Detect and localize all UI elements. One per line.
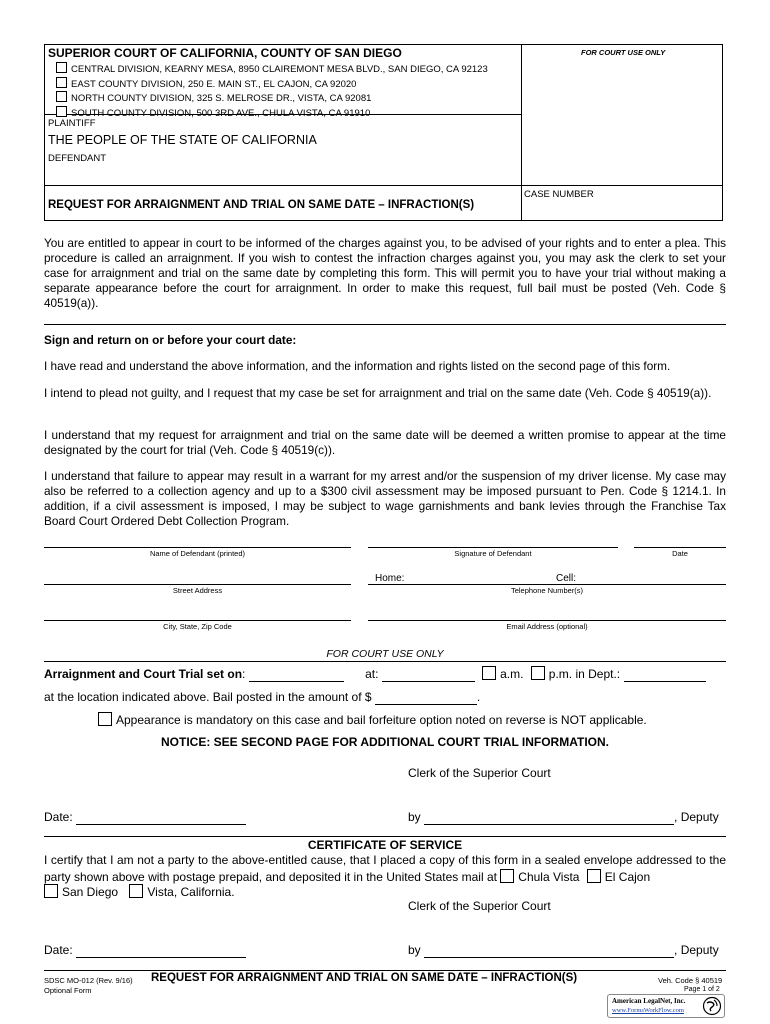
date-label: Date: <box>44 810 73 824</box>
date-label: Date <box>672 549 688 558</box>
dept-field[interactable] <box>624 667 706 682</box>
by-label: by <box>408 810 421 824</box>
caption-divider-vertical <box>521 44 522 221</box>
american-legalnet-logo <box>607 994 725 1018</box>
time-field[interactable] <box>382 667 475 682</box>
certificate-deputy-label: , Deputy <box>674 943 719 957</box>
certificate-options-row <box>44 884 235 899</box>
el-cajon-checkbox[interactable] <box>587 869 601 883</box>
arraignment-label: Arraignment and Court Trial set on <box>44 667 243 681</box>
bail-row: at the location indicated above. Bail posted in the amount of $ . <box>44 690 481 704</box>
statement-2: I intend to plead not guilty, and I request that my case be set for arraignment and trial on the same date (Veh. Code § 40519(a)). <box>44 386 712 400</box>
am-checkbox[interactable] <box>482 666 496 680</box>
email-line[interactable] <box>368 620 726 621</box>
case-number-label: CASE NUMBER <box>524 189 594 200</box>
footer-rule <box>44 970 726 971</box>
san-diego-label: San Diego <box>62 885 119 899</box>
san-diego-checkbox[interactable] <box>44 884 58 898</box>
street-line[interactable] <box>44 584 351 585</box>
division-east[interactable]: EAST COUNTY DIVISION, 250 E. MAIN ST., EL CAJON, CA 92020 <box>56 77 488 92</box>
section-rule <box>44 324 726 325</box>
telephone-line[interactable] <box>368 584 726 585</box>
name-label: Name of Defendant (printed) <box>149 549 246 558</box>
deputy-signature-field[interactable] <box>424 810 674 825</box>
at-label: at: <box>365 667 379 681</box>
city-label: City, State, Zip Code <box>163 622 232 631</box>
court-use-heading: FOR COURT USE ONLY <box>326 648 444 660</box>
bail-text: at the location indicated above. Bail posted in the amount of $ <box>44 690 372 704</box>
signature-label: Signature of Defendant <box>454 549 532 558</box>
division-north[interactable]: NORTH COUNTY DIVISION, 325 S. MELROSE DR., VISTA, CA 92081 <box>56 91 488 106</box>
notice: NOTICE: SEE SECOND PAGE FOR ADDITIONAL COURT TRIAL INFORMATION. <box>160 735 609 749</box>
court-deputy-row <box>408 810 719 825</box>
certificate-deputy-row <box>408 943 719 958</box>
am-label: a.m. <box>500 667 524 681</box>
optional-form: Optional Form <box>44 986 92 995</box>
court-date-row <box>44 810 246 825</box>
certificate-title: CERTIFICATE OF SERVICE <box>307 838 463 852</box>
checkbox[interactable] <box>56 91 67 102</box>
court-date-field[interactable] <box>76 810 246 825</box>
court-use-rule <box>44 661 726 662</box>
vista-label: Vista, California. <box>147 885 235 899</box>
bail-amount-field[interactable] <box>375 690 477 705</box>
statement-1: I have read and understand the above information, and the information and rights listed on the second page of this form. <box>44 359 671 373</box>
statement-3: I understand that my request for arraignment and trial on the same date will be deemed a written promise to appear at the time designated by the court for trial (Veh. Code § 40519(c)). <box>44 428 726 457</box>
certificate-by-label: by <box>408 943 421 957</box>
email-label: Email Address (optional) <box>506 622 588 631</box>
defendant-label: DEFENDANT <box>48 153 107 164</box>
date-line[interactable] <box>634 547 726 548</box>
sign-heading: Sign and return on or before your court date: <box>44 333 297 347</box>
street-label: Street Address <box>172 586 223 595</box>
certificate-rule <box>44 836 726 837</box>
certificate-date-field[interactable] <box>76 943 246 958</box>
certificate-deputy-field[interactable] <box>424 943 674 958</box>
certificate-text: I certify that I am not a party to the above-entitled cause, that I placed a copy of this form in a sealed envelope addressed to the party shown above with postage prepaid, and deposited it in the United States mail at <box>44 853 726 884</box>
vista-checkbox[interactable] <box>129 884 143 898</box>
globe-icon <box>702 996 722 1016</box>
appearance-text: Appearance is mandatory on this case and bail forfeiture option noted on reverse is NOT applicable. <box>116 713 647 727</box>
division-south[interactable]: SOUTH COUNTY DIVISION, 500 3RD AVE., CHULA VISTA, CA 91910 <box>56 106 488 121</box>
form-code: SDSC MO-012 (Rev. 9/16) <box>44 976 133 985</box>
chula-vista-checkbox[interactable] <box>500 869 514 883</box>
signature-line[interactable] <box>368 547 618 548</box>
division-list <box>56 62 488 120</box>
court-title: SUPERIOR COURT OF CALIFORNIA, COUNTY OF SAN DIEGO <box>48 46 402 60</box>
statement-4: I understand that failure to appear may result in a warrant for my arrest and/or the suspension of my driver license. My case may also be referred to a collection agency and up to a $300 civil assessment may be imposed pursuant to Pen. Code § 1214.1. In addition, if a civil assessment is imposed, I may be subject to wage garnishments and bank levies through the Franchise Tax Board Court Ordered Debt Collection Program. <box>44 469 726 528</box>
plaintiff-value: THE PEOPLE OF THE STATE OF CALIFORNIA <box>48 133 317 147</box>
certificate-text-block <box>44 853 726 885</box>
checkbox[interactable] <box>56 106 67 117</box>
pm-label: p.m. in Dept.: <box>548 667 621 681</box>
logo-name: American LegalNet, Inc. <box>612 997 686 1005</box>
pm-checkbox[interactable] <box>531 666 545 680</box>
appearance-checkbox[interactable] <box>98 712 112 726</box>
checkbox[interactable] <box>56 77 67 88</box>
certificate-date-label: Date: <box>44 943 73 957</box>
court-use-only-label: FOR COURT USE ONLY <box>581 48 666 57</box>
arraignment-row: Arraignment and Court Trial set on: at: a.m. p.m. in Dept.: <box>44 666 706 682</box>
page-number: Page 1 of 2 <box>684 986 720 993</box>
home-label: Home: <box>375 573 405 584</box>
chula-vista-label: Chula Vista <box>518 869 580 884</box>
certificate-date-row <box>44 943 246 958</box>
form-title: REQUEST FOR ARRAIGNMENT AND TRIAL ON SAME DATE – INFRACTION(S) <box>48 199 475 211</box>
city-line[interactable] <box>44 620 351 621</box>
cell-label: Cell: <box>556 573 577 584</box>
appearance-row <box>98 712 647 727</box>
clerk-label: Clerk of the Superior Court <box>408 766 551 780</box>
logo-url[interactable]: www.FormsWorkFlow.com <box>612 1007 684 1014</box>
division-central[interactable]: CENTRAL DIVISION, KEARNY MESA, 8950 CLAIREMONT MESA BLVD., SAN DIEGO, CA 92123 <box>56 62 488 77</box>
name-line[interactable] <box>44 547 351 548</box>
el-cajon-label: El Cajon <box>604 869 651 884</box>
arraignment-date-field[interactable] <box>249 667 344 682</box>
intro-paragraph: You are entitled to appear in court to be informed of the charges against you, to be advised of your rights and to enter a plea. This procedure is called an arraignment. If you wish to contest the infraction charges against you, you may ask the clerk to set your case for arraignment and trial on the same date by completing this form. This will permit you to have your trial without making a separate appearance before the court for arraignment. In order to make this request, full bail must be posted (Veh. Code § 40519(a)). <box>44 236 726 310</box>
checkbox[interactable] <box>56 62 67 73</box>
veh-code: Veh. Code § 40519 <box>658 976 723 985</box>
telephone-label: Telephone Number(s) <box>510 586 584 595</box>
plaintiff-label: PLAINTIFF <box>48 118 96 129</box>
caption-divider-title <box>44 185 723 186</box>
certificate-clerk-label: Clerk of the Superior Court <box>408 899 551 913</box>
deputy-label: , Deputy <box>674 810 719 824</box>
footer-title: REQUEST FOR ARRAIGNMENT AND TRIAL ON SAME DATE – INFRACTION(S) <box>151 972 578 984</box>
